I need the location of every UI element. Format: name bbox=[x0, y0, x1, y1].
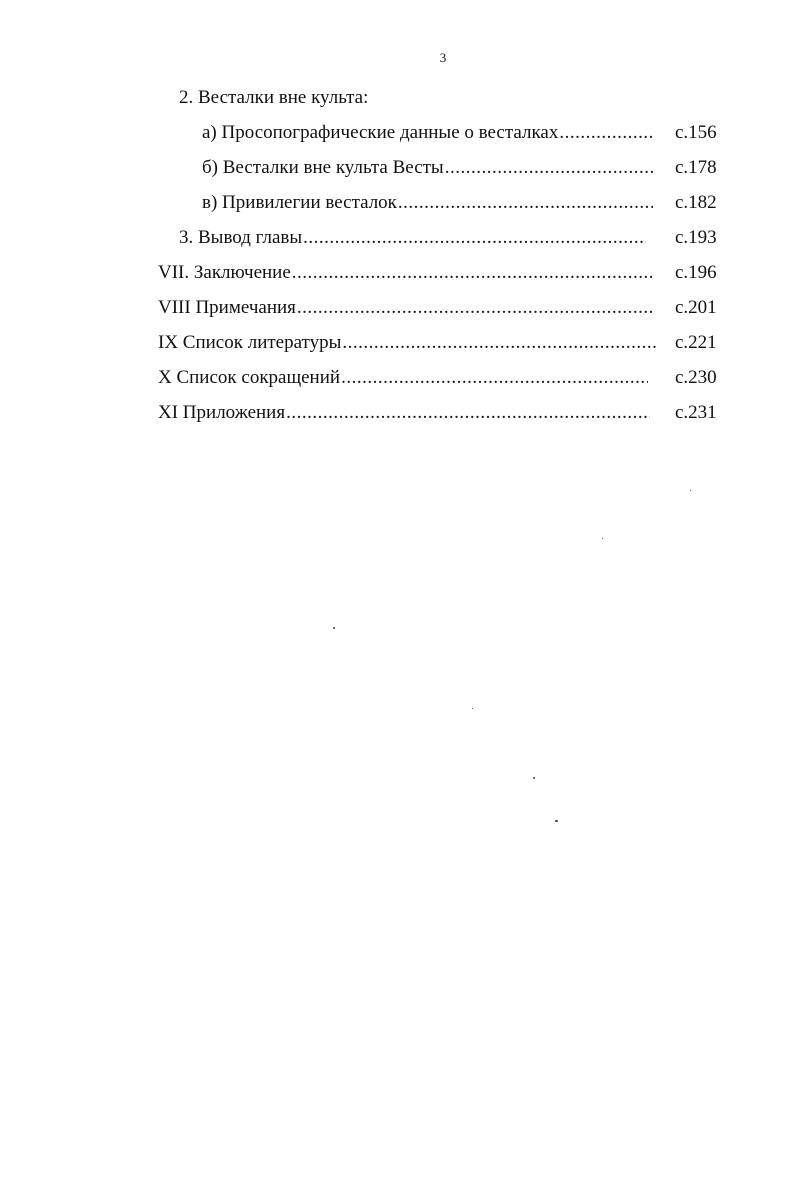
toc-entry-abbreviations bbox=[158, 364, 648, 392]
toc-entry-title: IX Список литературы bbox=[158, 332, 342, 353]
toc-entry-chapter-conclusion bbox=[179, 224, 646, 252]
toc-entry-title: 3. Вывод главы bbox=[179, 227, 303, 248]
toc-leader-dots bbox=[342, 329, 658, 357]
toc-entry-title: а) Просопографические данные о весталках bbox=[202, 122, 559, 143]
toc-leader-dots bbox=[286, 399, 650, 427]
toc-leader-dots bbox=[398, 189, 653, 217]
scan-speck bbox=[602, 538, 603, 539]
toc-leader-dots bbox=[297, 294, 652, 322]
page-number: 3 bbox=[439, 50, 447, 65]
toc-entry-title: в) Привилегии весталок bbox=[202, 192, 397, 213]
toc-entry-prosopography bbox=[202, 119, 653, 147]
toc-entry-notes bbox=[158, 294, 652, 322]
toc-entry-title: VII. Заключение bbox=[158, 262, 291, 283]
toc-entry-conclusion bbox=[158, 259, 652, 287]
scan-speck bbox=[333, 627, 335, 629]
toc-entry-bibliography bbox=[158, 329, 658, 357]
toc-section-heading: 2. Весталки вне культа: bbox=[179, 87, 369, 108]
toc-leader-dots bbox=[559, 119, 653, 147]
toc-leader-dots bbox=[341, 364, 648, 392]
toc-entry-page: с.182 bbox=[675, 192, 717, 213]
toc-entry-page: с.231 bbox=[675, 402, 717, 423]
toc-leader-dots bbox=[292, 259, 652, 287]
toc-entry-page: с.178 bbox=[675, 157, 717, 178]
toc-entry-page: с.221 bbox=[675, 332, 717, 353]
toc-entry-title: XI Приложения bbox=[158, 402, 286, 423]
toc-leader-dots bbox=[303, 224, 646, 252]
toc-entry-page: с.193 bbox=[675, 227, 717, 248]
scan-speck bbox=[472, 708, 473, 709]
toc-entry-title: VIII Примечания bbox=[158, 297, 296, 318]
toc-entry-outside-cult bbox=[202, 154, 653, 182]
toc-entry-page: с.156 bbox=[675, 122, 717, 143]
toc-entry-title: б) Весталки вне культа Весты bbox=[202, 157, 444, 178]
toc-entry-appendices bbox=[158, 399, 650, 427]
toc-entry-page: с.230 bbox=[675, 367, 717, 388]
scan-speck bbox=[690, 490, 691, 491]
toc-entry-privileges bbox=[202, 189, 653, 217]
toc-entry-title: X Список сокращений bbox=[158, 367, 341, 388]
toc-entry-page: с.201 bbox=[675, 297, 717, 318]
scan-speck bbox=[555, 820, 558, 822]
scan-speck bbox=[533, 777, 535, 779]
toc-leader-dots bbox=[445, 154, 653, 182]
toc-entry-page: с.196 bbox=[675, 262, 717, 283]
